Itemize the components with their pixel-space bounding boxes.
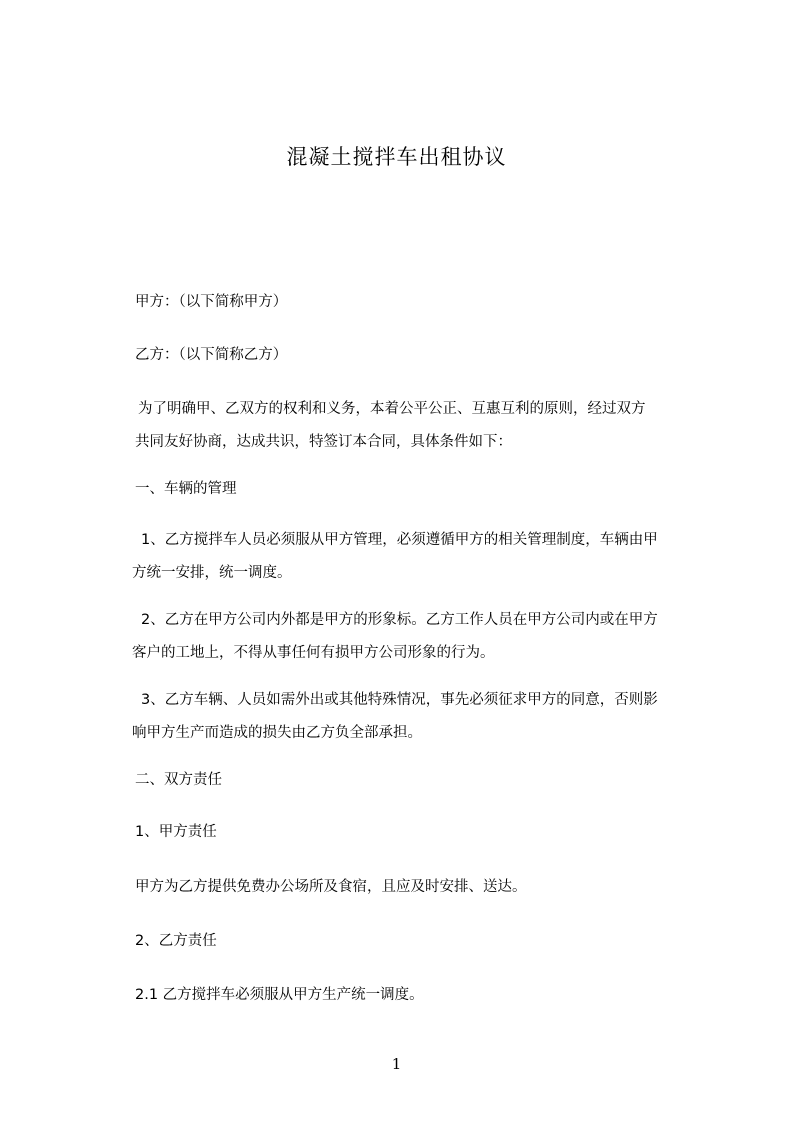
document-title: 混凝土搅拌车出租协议 — [286, 145, 507, 169]
item-2-line-2: 客户的工地上，不得从事任何有损甲方公司形象的行为。 — [132, 645, 495, 661]
item-1-line-2: 方统一安排，统一调度。 — [132, 565, 292, 581]
section-1-item-2 — [132, 604, 715, 670]
item-3-line-2: 响甲方生产而造成的损失由乙方负全部承担。 — [132, 725, 422, 741]
item-3-line-1: 3、乙方车辆、人员如需外出或其他特殊情况，事先必须征求甲方的同意，否则影 — [141, 692, 658, 708]
section-1-heading: 一、车辆的管理 — [135, 481, 237, 497]
intro-paragraph — [135, 393, 715, 459]
party-a-line: 甲方：（以下简称甲方） — [135, 294, 288, 310]
intro-line-2: 共同友好协商，达成共识，特签订本合同，具体条件如下： — [135, 434, 512, 450]
party-b-line: 乙方：（以下简称乙方） — [135, 347, 288, 363]
section-1-item-1 — [132, 524, 715, 590]
party-b-responsibility-heading: 2、乙方责任 — [135, 933, 217, 949]
section-1-item-3 — [132, 684, 715, 750]
page-number: 1 — [391, 1055, 402, 1073]
item-1-line-1: 1、乙方搅拌车人员必须服从甲方管理，必须遵循甲方的相关管理制度，车辆由甲 — [141, 532, 658, 548]
party-b-responsibility-item-1: 2.1 乙方搅拌车必须服从甲方生产统一调度。 — [135, 987, 424, 1003]
item-2-line-1: 2、乙方在甲方公司内外都是甲方的形象标。乙方工作人员在甲方公司内或在甲方 — [141, 612, 658, 628]
intro-line-1: 为了明确甲、乙双方的权利和义务，本着公平公正、互惠互利的原则，经过双方 — [138, 401, 646, 417]
party-a-responsibility-heading: 1、甲方责任 — [135, 824, 217, 840]
section-2-heading: 二、双方责任 — [135, 772, 222, 788]
party-a-responsibility-text: 甲方为乙方提供免费办公场所及食宿，且应及时安排、送达。 — [135, 879, 527, 895]
